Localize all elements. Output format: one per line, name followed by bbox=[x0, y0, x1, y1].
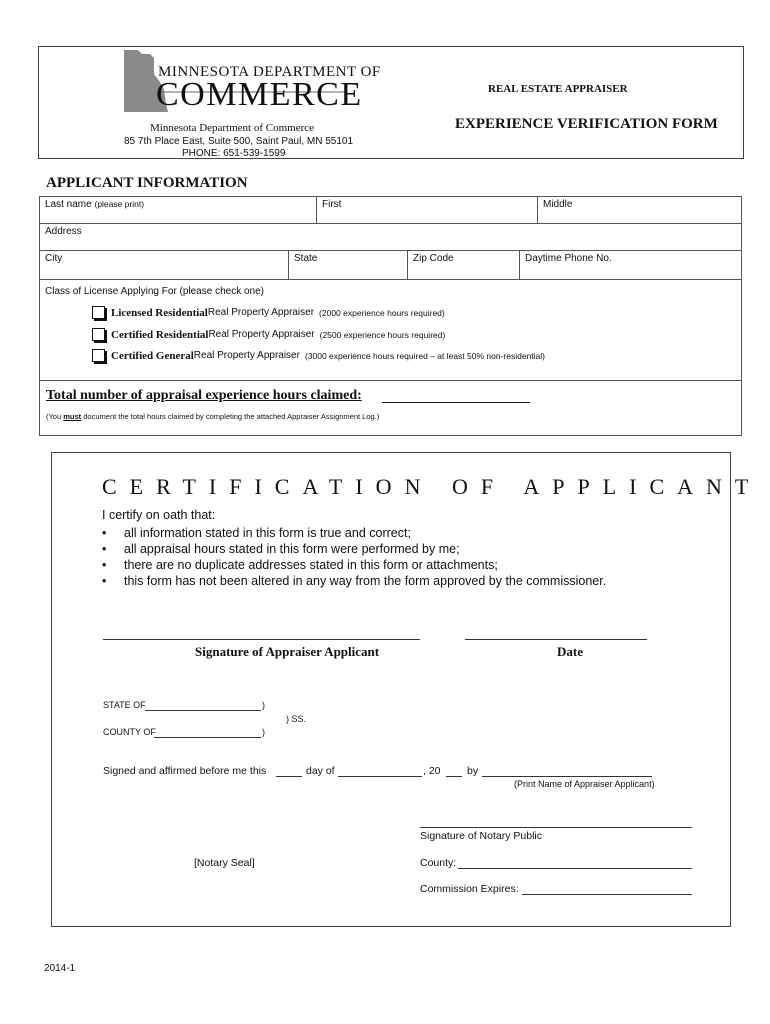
certification-bullet: • this form has not been altered in any way from the form approved by the commissioner. bbox=[102, 574, 607, 588]
certification-bullet: • all information stated in this form is true and correct; bbox=[102, 526, 411, 540]
signed-year-line[interactable] bbox=[446, 776, 462, 777]
phone-label: Daytime Phone No. bbox=[525, 253, 612, 264]
note-must: must bbox=[63, 412, 82, 421]
option-note: (2000 experience hours required) bbox=[319, 307, 445, 318]
state-paren: ) bbox=[262, 700, 265, 710]
note-post: document the total hours claimed by completing the attached Appraiser Assignment Log.) bbox=[81, 412, 380, 421]
logo-line2: COMMERCE bbox=[156, 76, 363, 113]
signed-by-line[interactable] bbox=[482, 776, 652, 777]
applicant-signature-line[interactable] bbox=[103, 639, 420, 640]
address-label: Address bbox=[45, 226, 82, 237]
print-name-label: (Print Name of Appraiser Applicant) bbox=[514, 779, 655, 789]
checkbox[interactable] bbox=[92, 328, 105, 341]
form-super-title: REAL ESTATE APPRAISER bbox=[488, 83, 628, 95]
county-of-line[interactable] bbox=[154, 737, 261, 738]
certification-bullet: • there are no duplicate addresses stated in this form or attachments; bbox=[102, 558, 498, 572]
phone-field[interactable] bbox=[519, 250, 742, 280]
logo-line1: MINNESOTA DEPARTMENT OF bbox=[158, 64, 381, 80]
total-hours-label: Total number of appraisal experience hours claimed: bbox=[46, 388, 362, 403]
bullet-text: there are no duplicate addresses stated in this form or attachments; bbox=[124, 558, 498, 572]
state-of-label: STATE OF bbox=[103, 700, 146, 710]
option-strong: Certified Residential bbox=[111, 328, 209, 341]
license-option-certified-residential[interactable] bbox=[92, 328, 445, 341]
option-note: (2500 experience hours required) bbox=[319, 329, 446, 340]
certification-box bbox=[51, 452, 731, 927]
total-hours-input-line[interactable] bbox=[382, 402, 530, 403]
bullet-text: all information stated in this form is true and correct; bbox=[124, 526, 411, 540]
county-of-label: COUNTY OF bbox=[103, 727, 156, 737]
certification-title: CERTIFICATION OF APPLICANT bbox=[102, 474, 762, 499]
notary-signature-label: Signature of Notary Public bbox=[420, 830, 542, 842]
signed-day-line[interactable] bbox=[276, 776, 302, 777]
middle-name-field[interactable] bbox=[537, 196, 742, 224]
license-prompt: Class of License Applying For (please check one) bbox=[45, 286, 265, 297]
option-rest: Real Property Appraiser bbox=[207, 307, 315, 318]
commission-label: Commission Expires: bbox=[420, 883, 519, 895]
applicant-signature-label: Signature of Appraiser Applicant bbox=[195, 644, 380, 659]
signed-day-label: day of bbox=[306, 765, 335, 777]
address-field[interactable] bbox=[39, 223, 742, 251]
last-name-hint: (please print) bbox=[94, 199, 145, 209]
last-name-field[interactable] bbox=[39, 196, 317, 224]
agency-address: 85 7th Place East, Suite 500, Saint Paul, MN 55101 bbox=[124, 136, 354, 147]
county-line[interactable] bbox=[458, 868, 692, 869]
option-note: (3000 experience hours required – at least 50% non-residential) bbox=[304, 350, 545, 361]
checkbox[interactable] bbox=[92, 306, 105, 319]
notary-signature-line[interactable] bbox=[420, 827, 692, 828]
state-field[interactable] bbox=[288, 250, 408, 280]
option-rest: Real Property Appraiser bbox=[208, 329, 315, 340]
option-rest: Real Property Appraiser bbox=[193, 350, 300, 361]
checkbox[interactable] bbox=[92, 349, 105, 362]
first-name-label: First bbox=[322, 199, 342, 210]
first-name-field[interactable] bbox=[316, 196, 538, 224]
signed-by-label: by bbox=[467, 765, 479, 777]
form-title: EXPERIENCE VERIFICATION FORM bbox=[455, 116, 718, 132]
note-pre: (You bbox=[46, 412, 64, 421]
total-hours-note bbox=[46, 412, 379, 421]
city-label: City bbox=[45, 253, 63, 264]
county-paren: ) bbox=[262, 727, 265, 737]
date-line[interactable] bbox=[465, 639, 647, 640]
zip-label: Zip Code bbox=[413, 253, 454, 264]
city-field[interactable] bbox=[39, 250, 289, 280]
bullet-text: this form has not been altered in any way from the form approved by the commissioner. bbox=[124, 574, 607, 588]
certification-intro: I certify on oath that: bbox=[102, 508, 216, 522]
license-option-certified-general[interactable] bbox=[92, 349, 545, 362]
state-label: State bbox=[294, 253, 318, 264]
last-name-label: Last name bbox=[45, 199, 92, 210]
county-label: County: bbox=[420, 857, 457, 869]
state-of-line[interactable] bbox=[145, 710, 261, 711]
ss-label: ) SS. bbox=[286, 714, 307, 724]
certification-bullet: • all appraisal hours stated in this form were performed by me; bbox=[102, 542, 460, 556]
form-code: 2014-1 bbox=[44, 963, 76, 974]
middle-name-label: Middle bbox=[543, 199, 573, 210]
section-title: APPLICANT INFORMATION bbox=[46, 175, 248, 191]
option-strong: Licensed Residential bbox=[111, 306, 208, 319]
agency-name: Minnesota Department of Commerce bbox=[150, 122, 315, 134]
bullet-text: all appraisal hours stated in this form were performed by me; bbox=[124, 542, 460, 556]
agency-phone: PHONE: 651-539-1599 bbox=[182, 148, 286, 159]
option-strong: Certified General bbox=[111, 349, 194, 362]
notary-seal-label: [Notary Seal] bbox=[194, 857, 255, 869]
license-option-licensed-residential[interactable] bbox=[92, 306, 445, 319]
commission-line[interactable] bbox=[522, 894, 692, 895]
date-label: Date bbox=[557, 644, 583, 659]
zip-field[interactable] bbox=[407, 250, 520, 280]
signed-pre-label: Signed and affirmed before me this bbox=[103, 765, 267, 777]
signed-month-line[interactable] bbox=[338, 776, 422, 777]
signed-year-label: , 20 bbox=[423, 765, 441, 777]
